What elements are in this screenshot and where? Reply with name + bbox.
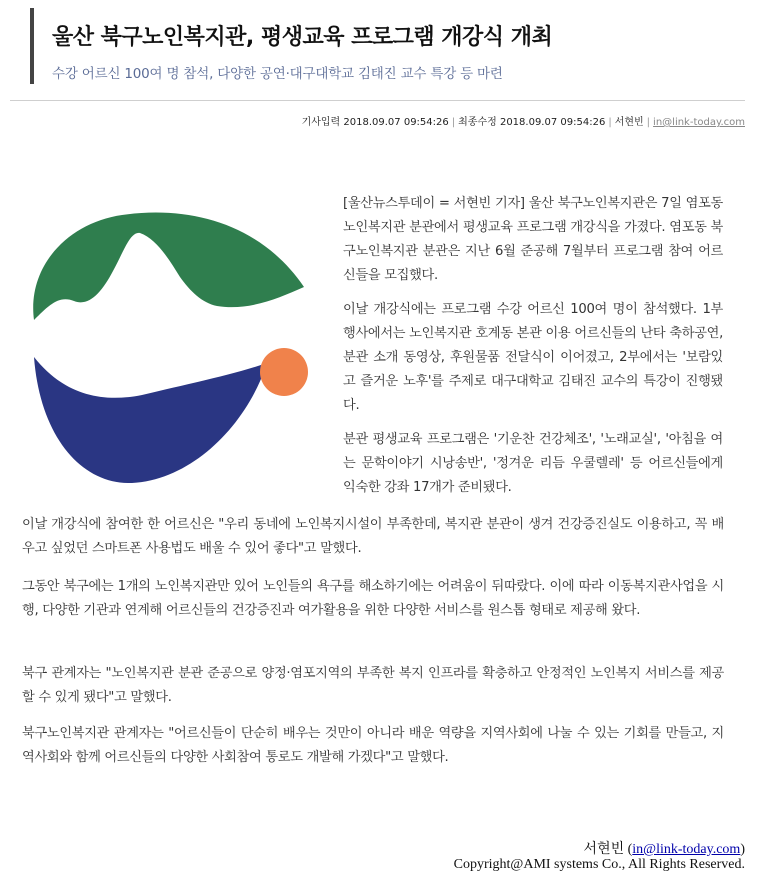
meta-separator: | — [608, 117, 612, 128]
meta-separator: | — [646, 117, 651, 128]
buk-gu-welfare-logo-icon — [22, 195, 322, 485]
modified-date: 2018.09.07 09:54:26 — [499, 117, 606, 128]
author-name: 서현빈 — [614, 117, 644, 128]
article-paragraph: 그동안 북구에는 1개의 노인복지관만 있어 노인들의 욕구를 해소하기에는 어려움이 뒤따랐다. 이에 따라 이동복지관사업을 시행, 다양한 기관과 연계해 어르신들의 건강증진과 여가활용을 위한 다양한 서비스를 원스톱 형태로 제공해 왔다. — [22, 579, 724, 618]
article-subtitle: 수강 어르신 100여 명 참석, 다양한 공연·대구대학교 김태진 교수 특강 등 마련 — [52, 66, 503, 82]
modified-label: 최종수정 — [458, 117, 497, 128]
header-divider — [10, 100, 745, 101]
published-date: 2018.09.07 09:54:26 — [343, 117, 449, 128]
footer-copyright: Copyright@AMI systems Co., All Rights Reserved. — [453, 857, 745, 872]
article-paragraph: 이날 개강식에 참여한 한 어르신은 "우리 동네에 노인복지시설이 부족한데, 복지관 분관이 생겨 건강증진실도 이용하고, 꼭 배우고 싶었던 스마트폰 사용법도 배울 수 있어 좋다"고 말했다. — [22, 517, 724, 556]
article-paragraph: 북구노인복지관 관계자는 "어르신들이 단순히 배우는 것만이 아니라 배운 역량을 지역사회에 나눌 수 있는 기회를 만들고, 지역사회와 함께 어르신들의 다양한 사회참여 통로도 개발해 가겠다"고 말했다. — [22, 726, 724, 765]
article-header — [30, 8, 749, 84]
author-email-link[interactable]: in@link-today.com — [653, 117, 745, 128]
article-meta — [302, 113, 745, 128]
article-paragraph: [울산뉴스투데이 = 서현빈 기자] 울산 북구노인복지관은 7일 염포동 노인복지관 분관에서 평생교육 프로그램 개강식을 가졌다. 염포동 북구노인복지관 분관은 지난 6월 준공해 7월부터 프로그램 참여 어르신들을 모집했다. — [343, 196, 723, 283]
article-paragraph: 이날 개강식에는 프로그램 수강 어르신 100여 명이 참석했다. 1부 행사에서는 노인복지관 호계동 본관 이용 어르신들의 난타 축하공연, 분관 소개 동영상, 후원물품 전달식이 이어졌고, 2부에서는 '보람있고 즐거운 노후'를 주제로 대구대학교 김태진 교수의 특강이 진행됐다. — [343, 302, 723, 413]
footer-email-link[interactable]: in@link-today.com — [632, 842, 741, 857]
article-paragraph: 분관 평생교육 프로그램은 '기운찬 건강체조', '노래교실', '아침을 여는 문학이야기 시낭송반', '정겨운 리듬 우쿨렐레' 등 어르신들에게 익숙한 강좌 17개가 준비됐다. — [343, 432, 723, 495]
published-label: 기사입력 — [301, 117, 341, 128]
meta-separator: | — [451, 117, 456, 128]
logo-green-leaf — [33, 213, 304, 320]
article-paragraph: 북구 관계자는 "노인복지관 분관 준공으로 양정·염포지역의 부족한 복지 인프라를 확충하고 안정적인 노인복지 서비스를 제공할 수 있게 됐다"고 말했다. — [22, 666, 724, 705]
logo-orange-sun — [260, 348, 308, 396]
article-title: 울산 북구노인복지관, 평생교육 프로그램 개강식 개최 — [52, 25, 553, 50]
logo-navy-wave — [34, 357, 267, 483]
footer-byline: 서현빈 (in@link-today.com) — [583, 842, 745, 857]
footer-author: 서현빈 — [583, 842, 625, 857]
